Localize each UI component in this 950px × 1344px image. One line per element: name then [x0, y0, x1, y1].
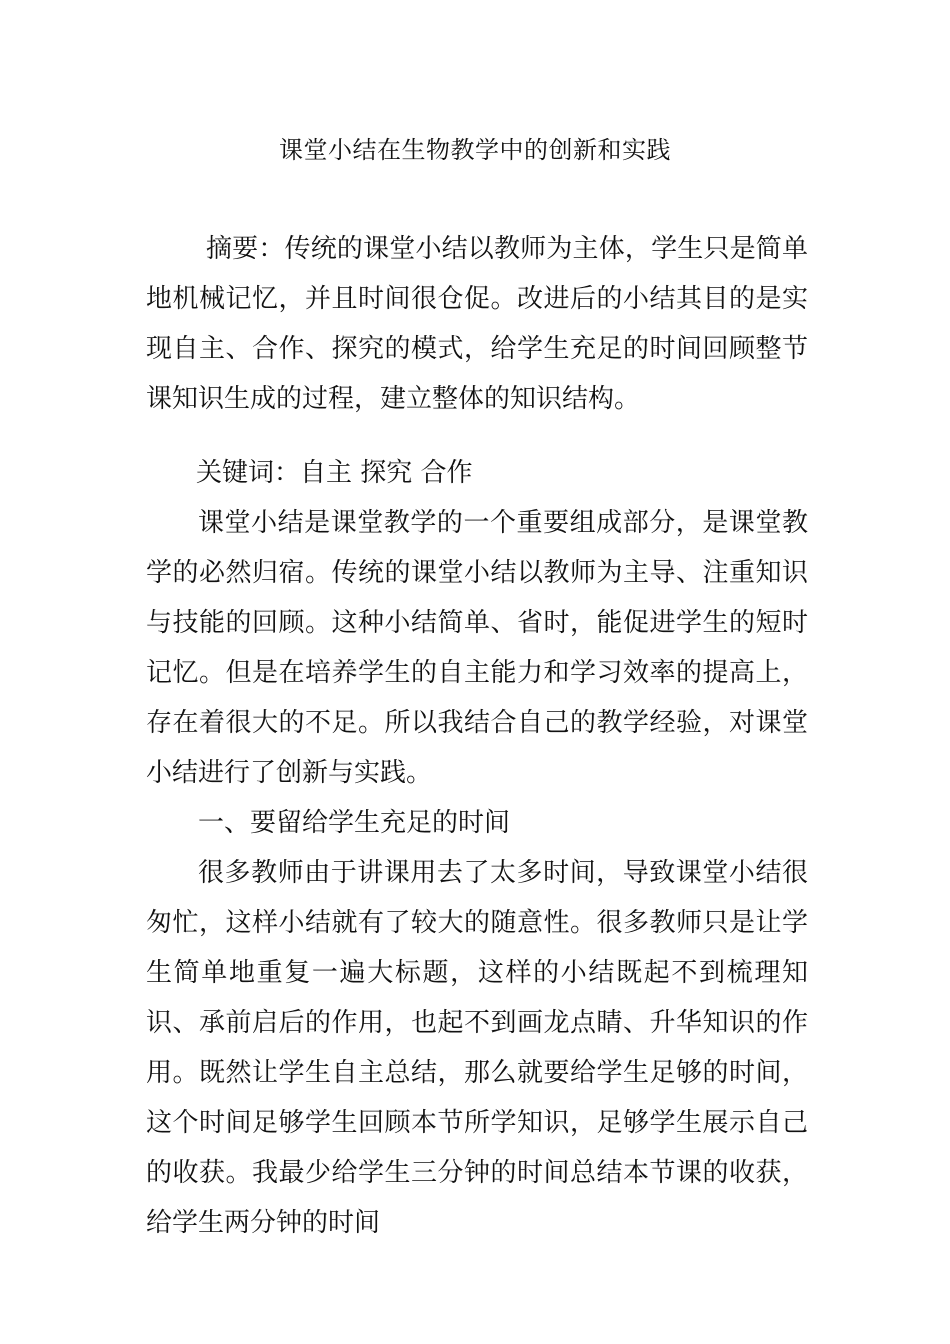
body-paragraph: 课堂小结是课堂教学的一个重要组成部分，是课堂教学的必然归宿。传统的课堂小结以教师为主导、注重知识与技能的回顾。这种小结简单、省时，能促进学生的短时记忆。但是在培养学生的自主能力和学习效率的提高上，存在着很大的不足。所以我结合自己的教学经验，对课堂小结进行了创新与实践。	[146, 508, 808, 788]
abstract-paragraph: 摘要：传统的课堂小结以教师为主体，学生只是简单地机械记忆，并且时间很仓促。改进后的小结其目的是实现自主、合作、探究的模式，给学生充足的时间回顾整节课知识生成的过程，建立整体的知识结构。	[146, 234, 808, 414]
keywords-line: 关键词：自主 探究 合作	[196, 458, 473, 488]
body-text	[146, 498, 808, 1248]
section-heading: 一、要留给学生充足的时间	[198, 808, 511, 838]
body-paragraph: 很多教师由于讲课用去了太多时间，导致课堂小结很匆忙，这样小结就有了较大的随意性。很多教师只是让学生简单地重复一遍大标题，这样的小结既起不到梳理知识、承前启后的作用，也起不到画龙点睛、升华知识的作用。既然让学生自主总结，那么就要给学生足够的时间，这个时间足够学生回顾本节所学知识，足够学生展示自己的收获。我最少给学生三分钟的时间总结本节课的收获，给学生两分钟的时间	[146, 858, 808, 1238]
document-title: 课堂小结在生物教学中的创新和实践	[279, 136, 671, 164]
